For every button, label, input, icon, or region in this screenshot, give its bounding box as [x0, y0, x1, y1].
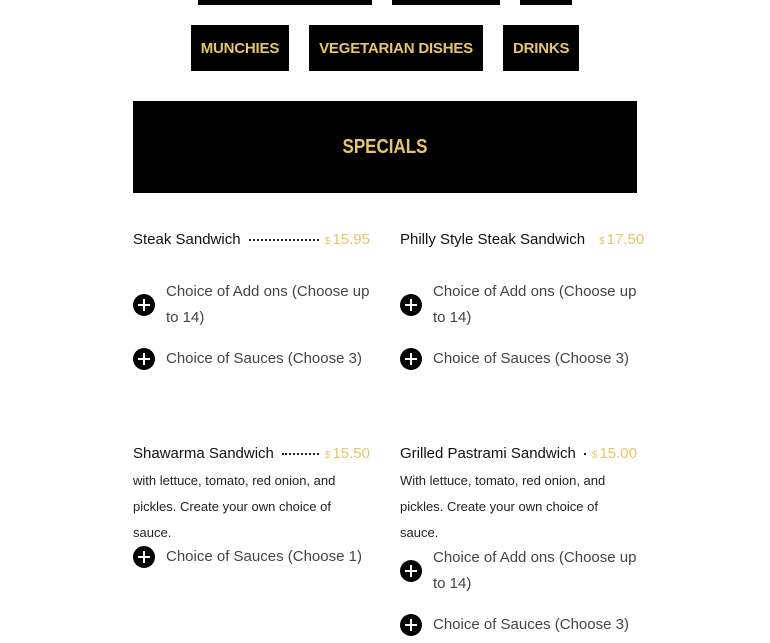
leader-dots	[584, 453, 586, 455]
currency-symbol: $	[324, 450, 331, 461]
tab-partial[interactable]	[520, 0, 572, 5]
option-label: Choice of Add ons (Choose up to 14)	[433, 283, 637, 326]
leader-dots	[249, 239, 319, 241]
item-price	[325, 231, 370, 248]
option-label: Choice of Add ons (Choose up to 14)	[433, 549, 637, 592]
price-value: 17.50	[606, 231, 645, 248]
plus-circle-icon[interactable]	[400, 294, 422, 316]
option-add-ons[interactable]	[400, 279, 637, 331]
option-label: Choice of Sauces (Choose 3)	[166, 350, 362, 367]
item-price	[599, 231, 644, 248]
currency-symbol: $	[591, 450, 598, 461]
item-name: Steak Sandwich	[133, 231, 241, 248]
option-sauces[interactable]	[133, 544, 370, 570]
option-add-ons[interactable]	[400, 545, 637, 597]
tab-partial[interactable]	[392, 0, 500, 5]
item-price	[325, 445, 370, 462]
option-sauces[interactable]	[400, 346, 637, 372]
item-name: Shawarma Sandwich	[133, 445, 274, 462]
option-sauces[interactable]	[400, 612, 637, 638]
section-title: SPECIALS	[342, 135, 428, 158]
option-label: Choice of Sauces (Choose 1)	[166, 548, 362, 565]
plus-circle-icon[interactable]	[133, 348, 155, 370]
leader-dots	[282, 453, 319, 455]
option-label: Choice of Add ons (Choose up to 14)	[166, 283, 370, 326]
menu-item[interactable]	[133, 231, 370, 367]
plus-circle-icon[interactable]	[133, 546, 155, 568]
section-banner	[133, 101, 637, 193]
plus-circle-icon[interactable]	[133, 294, 155, 316]
plus-circle-icon[interactable]	[400, 614, 422, 636]
category-tabs	[0, 25, 770, 71]
tab-vegetarian-dishes[interactable]: VEGETARIAN DISHES	[309, 25, 483, 71]
price-value: 15.00	[599, 445, 637, 462]
currency-symbol: $	[324, 236, 331, 247]
plus-circle-icon[interactable]	[400, 348, 422, 370]
option-label: Choice of Sauces (Choose 3)	[433, 350, 629, 367]
plus-circle-icon[interactable]	[400, 560, 422, 582]
tab-partial[interactable]	[198, 0, 372, 5]
item-name: Grilled Pastrami Sandwich	[400, 445, 576, 462]
tab-drinks[interactable]: DRINKS	[503, 25, 579, 71]
menu-item[interactable]	[400, 231, 645, 367]
price-value: 15.50	[332, 445, 370, 462]
tab-munchies[interactable]: MUNCHIES	[191, 25, 289, 71]
currency-symbol: $	[599, 236, 605, 247]
menu-item[interactable]	[400, 445, 637, 633]
option-sauces[interactable]	[133, 346, 370, 372]
item-name: Philly Style Steak Sandwich	[400, 231, 586, 248]
item-description: with lettuce, tomato, red onion, and pickles. Create your own choice of sauce.	[133, 473, 336, 540]
option-add-ons[interactable]	[133, 279, 370, 331]
price-value: 15.95	[332, 231, 370, 248]
item-description: With lettuce, tomato, red onion, and pickles. Create your own choice of sauce.	[400, 473, 606, 540]
menu-item[interactable]	[133, 445, 370, 565]
option-label: Choice of Sauces (Choose 3)	[433, 616, 629, 633]
item-price	[592, 445, 637, 462]
